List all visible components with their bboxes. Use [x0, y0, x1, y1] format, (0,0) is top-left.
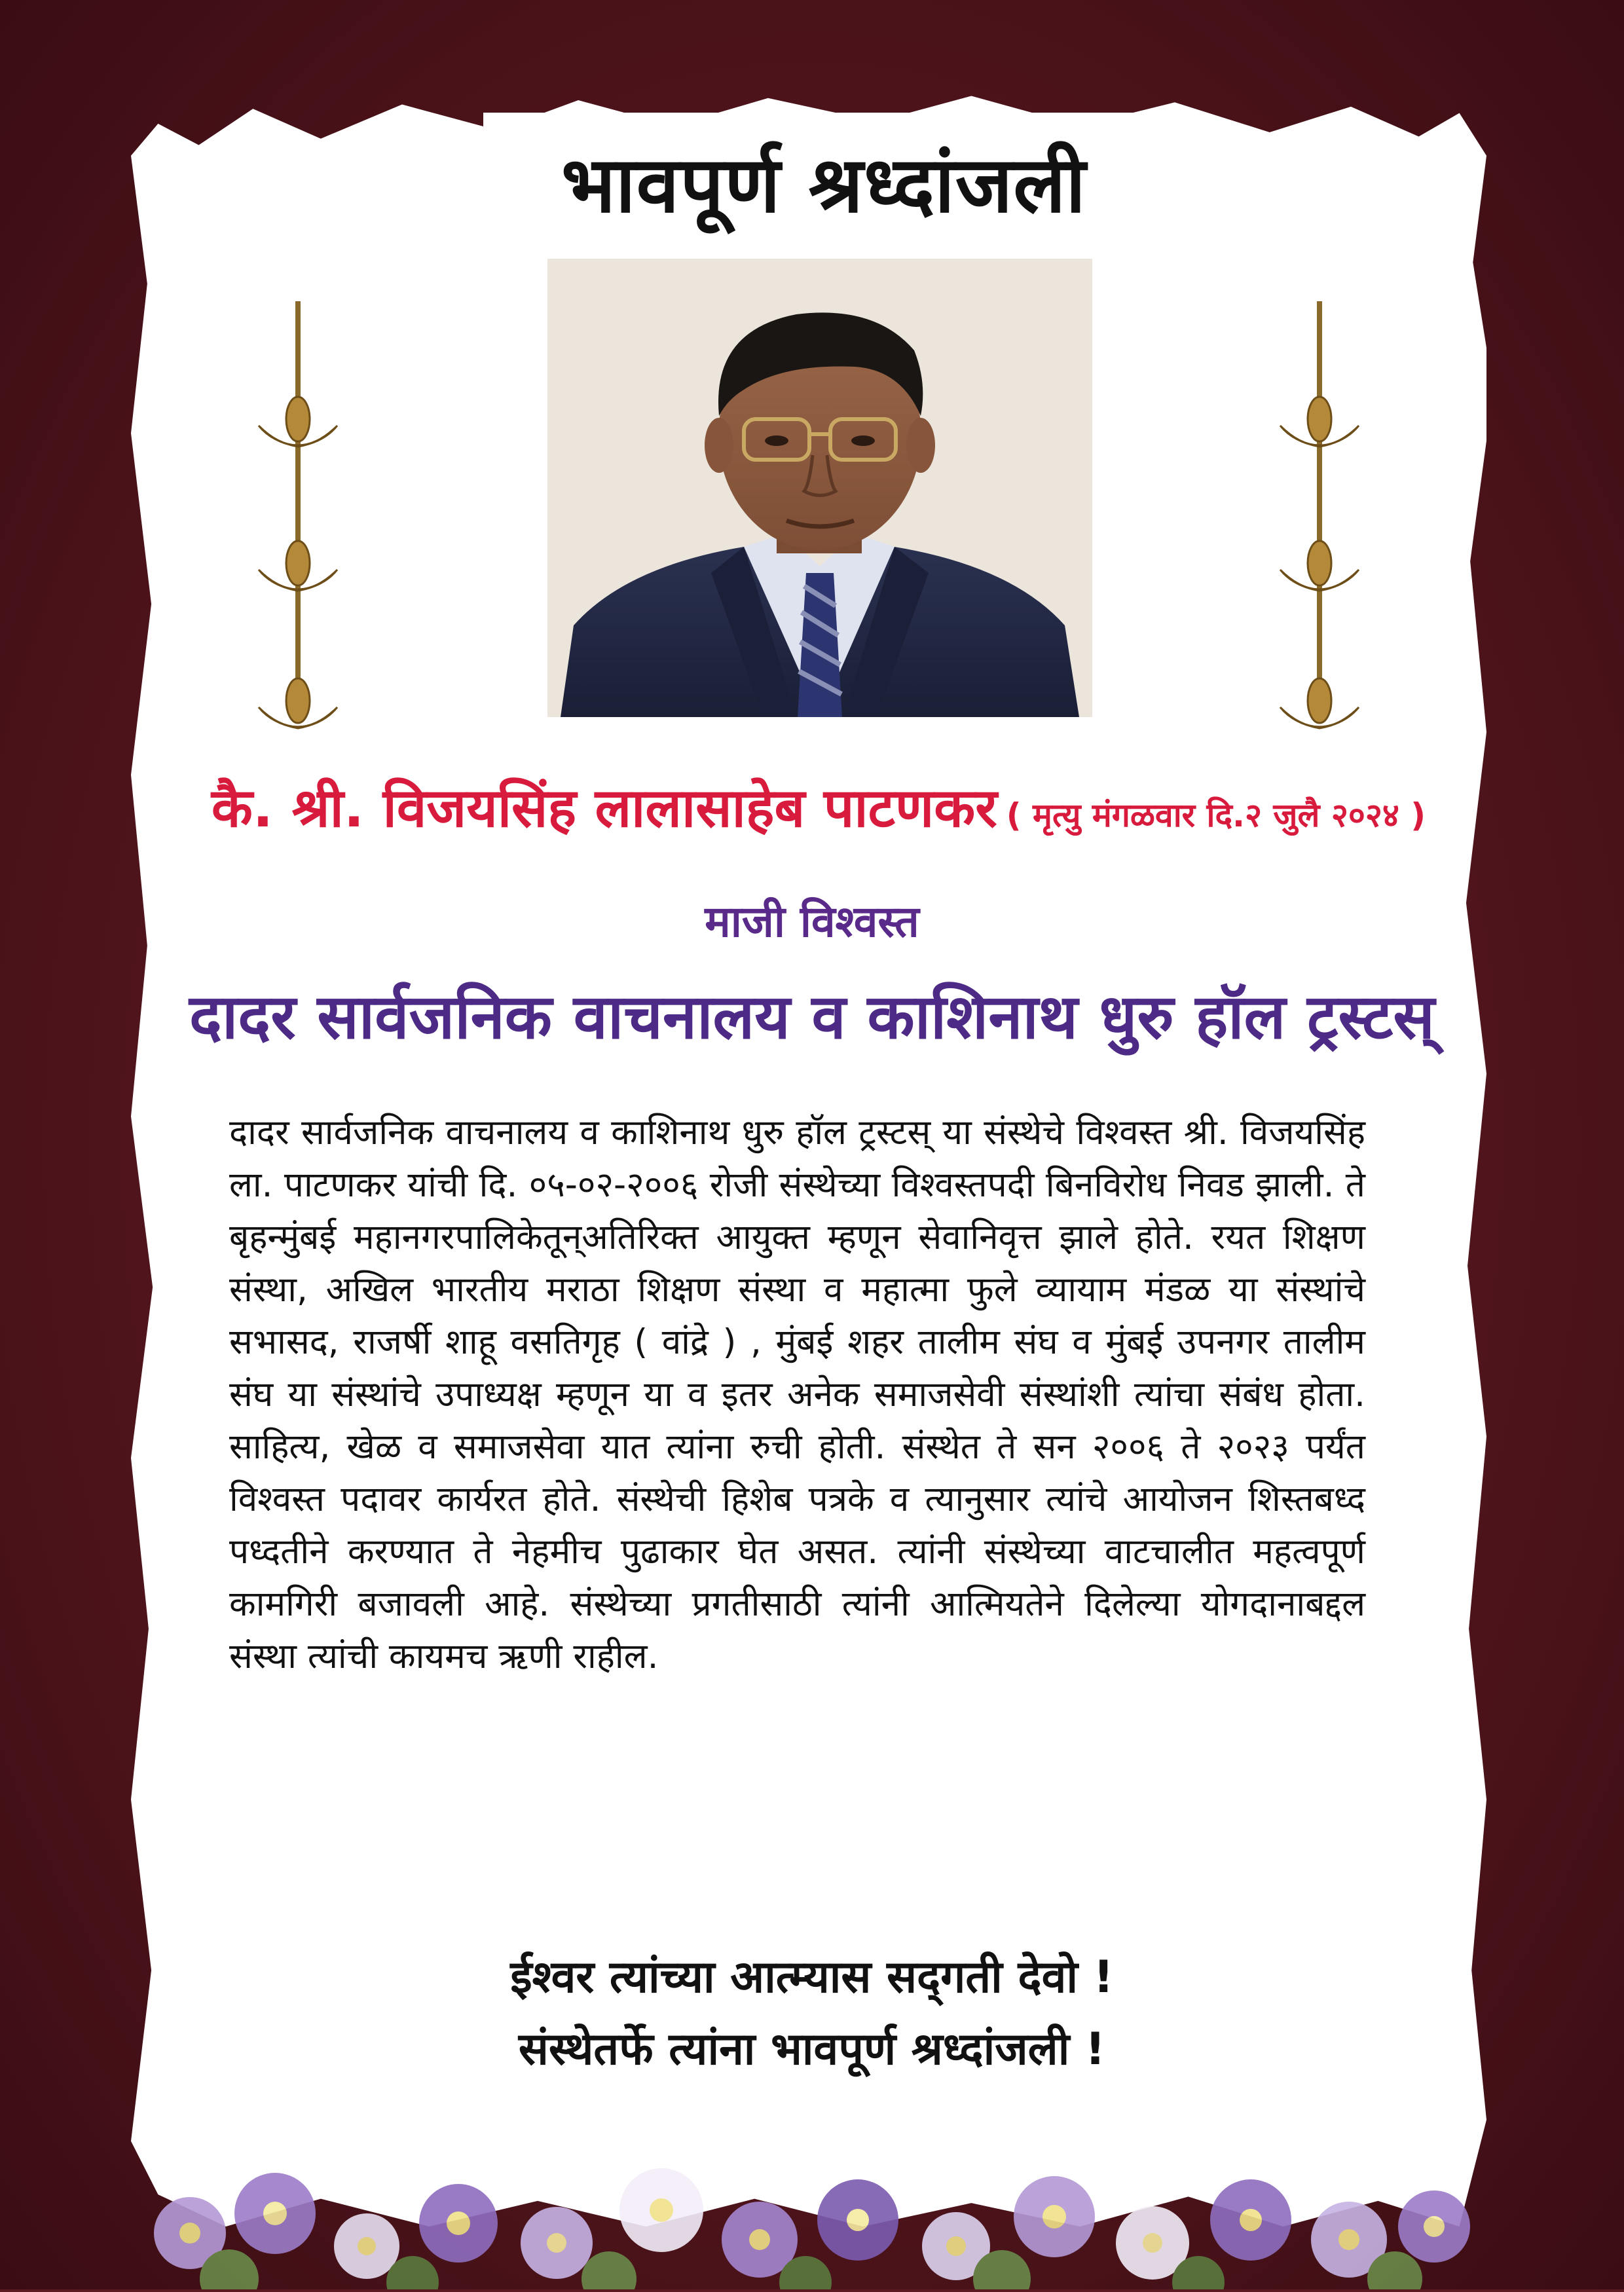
flower-icon	[151, 2082, 1473, 2289]
flower-border	[151, 2082, 1473, 2289]
portrait-illustration	[547, 259, 1092, 717]
role-label: माजी विश्वस्त	[705, 896, 919, 947]
lamp-icon	[252, 301, 344, 747]
hanging-lamp-chain-left	[252, 301, 344, 749]
page-title: भावपूर्ण श्रध्दांजली	[561, 139, 1086, 230]
closing-block	[0, 1942, 1624, 2086]
hanging-lamp-chain-right	[1274, 301, 1365, 749]
closing-line-2: संस्थेतर्फे त्यांना भावपूर्ण श्रध्दांजली !	[518, 2024, 1106, 2075]
lamp-icon	[1274, 301, 1365, 747]
person-name: कै. श्री. विजयसिंह लालासाहेब पाटणकर	[211, 777, 997, 840]
person-name-line	[196, 769, 1441, 843]
heading-box	[483, 113, 1164, 250]
closing-line-1: ईश्वर त्यांच्या आत्म्यास सद्‌गती देवो !	[510, 1951, 1114, 2003]
death-date-note: ( मृत्यु मंगळवार दि.२ जुलै २०२४ )	[1006, 796, 1426, 834]
organization-name: दादर सार्वजनिक वाचनालय व काशिनाथ धुरु हॉल ट्रस्टस्	[189, 982, 1435, 1053]
portrait-photo	[547, 259, 1092, 717]
tribute-paragraph: दादर सार्वजनिक वाचनालय व काशिनाथ धुरु हॉल ट्रस्टस् या संस्थेचे विश्वस्त श्री. विजयसिंह ला. पाटणकर यांची दि. ०५-०२-२००६ रोजी संस्थेच्या विश्वस्तपदी बिनविरोध निवड झाली. ते बृहन्मुंबई महानगरपालिकेतून्अतिरिक्त आयुक्त म्हणून सेवानिवृत्त झाले होते. रयत शिक्षण संस्था, अखिल भारतीय मराठा शिक्षण संस्था व महात्मा फुले व्यायाम मंडळ या संस्थांचे सभासद, राजर्षी शाहू वसतिगृह ( वांद्रे ) , मुंबई शहर तालीम संघ व मुंबई उपनगर तालीम संघ या संस्थांचे उपाध्यक्ष म्हणून या व इतर अनेक समाजसेवी संस्थांशी त्यांचा संबंध होता. साहित्य, खेळ व समाजसेवा यात त्यांना रुची होती. संस्थेत ते सन २००६ ते २०२३ पर्यंत विश्वस्त पदावर कार्यरत होते. संस्थेची हिशेब पत्रके व त्यानुसार त्यांचे आयोजन शिस्तबध्द पध्दतीने करण्यात ते नेहमीच पुढाकार घेत असत. त्यांनी संस्थेच्या वाटचालीत महत्वपूर्ण कामगिरी बजावली आहे. संस्थेच्या प्रगतीसाठी त्यांनी आत्मियतेने दिलेल्या योगदानाबद्दल संस्था त्यांची कायमच ऋणी राहील.	[229, 1113, 1365, 1676]
